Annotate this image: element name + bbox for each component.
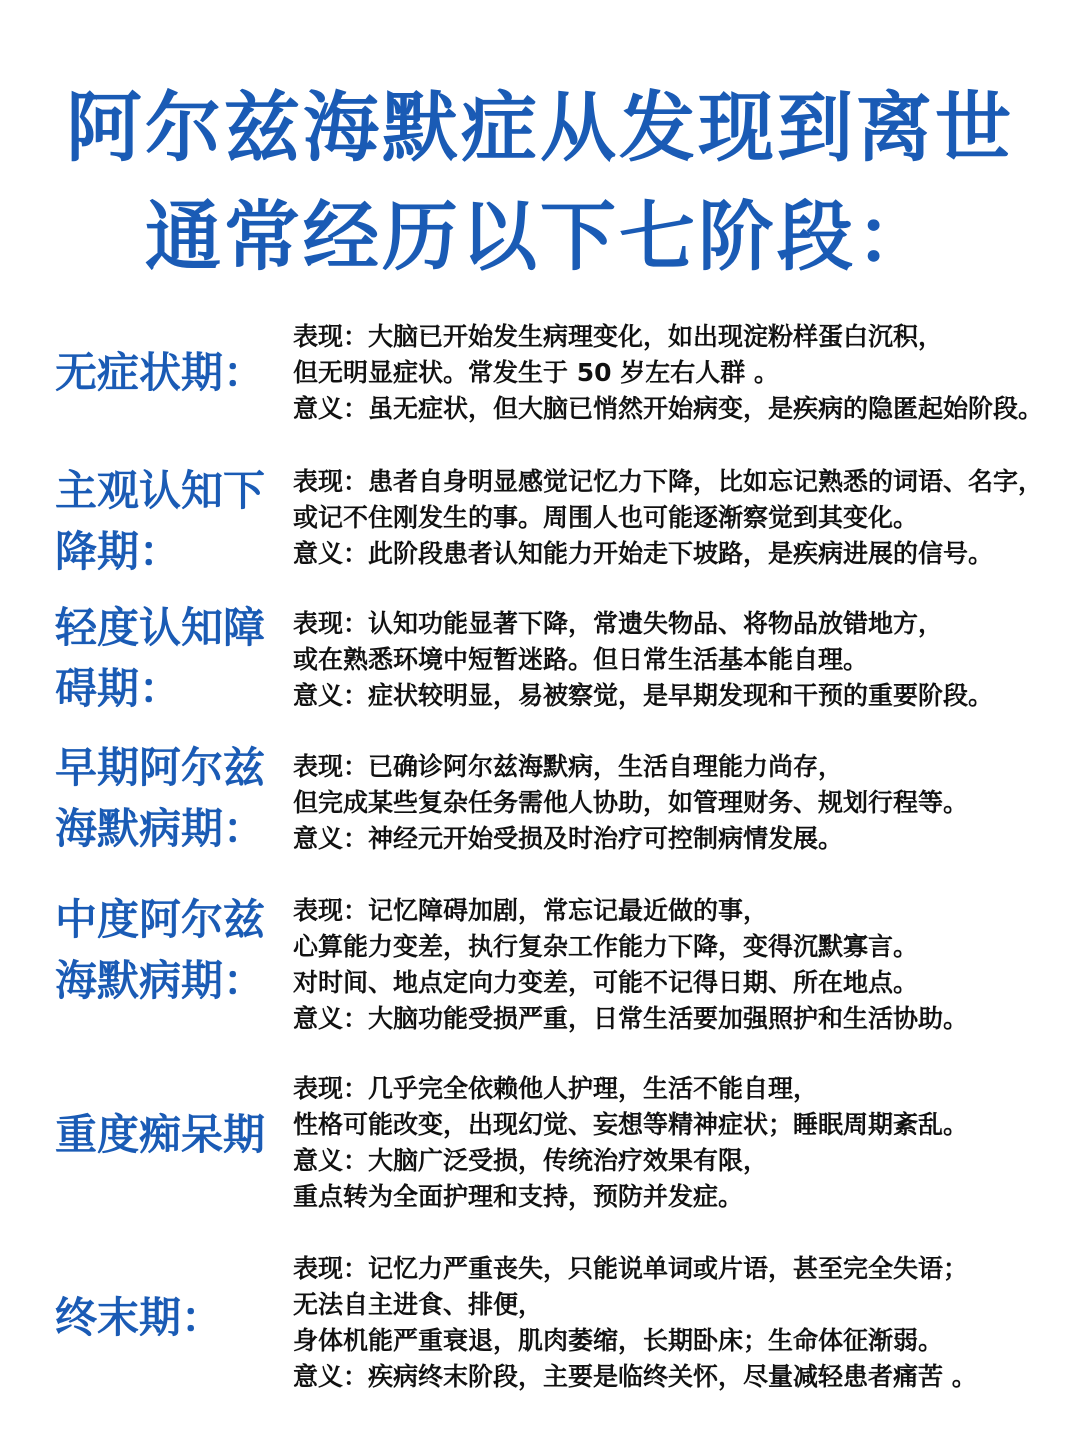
description-line: 意义：虽无症状，但大脑已悄然开始病变，是疾病的隐匿起始阶段。: [293, 394, 1044, 423]
description-line: 意义：大脑功能受损严重，日常生活要加强照护和生活协助。: [293, 1004, 969, 1033]
stage-label-line: 海默病期：: [55, 956, 266, 1005]
stage-description: [293, 893, 1063, 1037]
description-line: 心算能力变差，执行复杂工作能力下降，变得沉默寡言。: [293, 932, 919, 961]
description-line: 或记不住刚发生的事。周围人也可能逐渐察觉到其变化。: [293, 503, 919, 532]
description-line: 但完成某些复杂任务需他人协助，如管理财务、规划行程等。: [293, 788, 969, 817]
stage-label: [55, 737, 285, 859]
description-line: 意义：神经元开始受损及时治疗可控制病情发展。: [293, 824, 844, 853]
stage-label-line: 海默病期：: [55, 804, 266, 853]
stage-label: [55, 1287, 285, 1348]
stage-description: [293, 749, 1063, 857]
stage-label-line: 重度痴呆期: [55, 1110, 266, 1159]
stage-label: [55, 889, 285, 1011]
description-line: 或在熟悉环境中短暂迷路。但日常生活基本能自理。: [293, 645, 869, 674]
stage-description: [293, 464, 1063, 572]
stage-label-line: 中度阿尔兹: [55, 895, 266, 944]
description-line: 无法自主进食、排便，: [293, 1290, 544, 1319]
description-line: 意义：疾病终末阶段，主要是临终关怀，尽量减轻患者痛苦 。: [293, 1362, 977, 1391]
description-line: 但无明显症状。常发生于 50 岁左右人群 。: [293, 358, 779, 387]
page-title-line-1: 阿尔兹海默症从发现到离世: [66, 83, 1014, 172]
description-line: 表现：认知功能显著下降，常遗失物品、将物品放错地方，: [293, 609, 944, 638]
stage-label-line: 早期阿尔兹: [55, 743, 266, 792]
description-line: 表现：患者自身明显感觉记忆力下降，比如忘记熟悉的词语、名字，: [293, 467, 1044, 496]
stage-label-line: 无症状期：: [55, 348, 266, 397]
description-line: 意义：症状较明显，易被察觉，是早期发现和干预的重要阶段。: [293, 681, 994, 710]
description-line: 表现：大脑已开始发生病理变化，如出现淀粉样蛋白沉积，: [293, 322, 944, 351]
stage-label: [55, 597, 285, 719]
description-line: 意义：大脑广泛受损，传统治疗效果有限，: [293, 1146, 769, 1175]
stage-description: [293, 606, 1063, 714]
stage-description: [293, 319, 1063, 427]
stage-label: [55, 342, 285, 403]
description-line: 表现：几乎完全依赖他人护理，生活不能自理，: [293, 1074, 819, 1103]
description-line: 对时间、地点定向力变差，可能不记得日期、所在地点。: [293, 968, 919, 997]
stage-label: [55, 460, 285, 582]
description-line: 表现：已确诊阿尔兹海默病，生活自理能力尚存，: [293, 752, 844, 781]
description-line: 重点转为全面护理和支持，预防并发症。: [293, 1182, 744, 1211]
stage-label-line: 终末期：: [55, 1293, 224, 1342]
description-line: 身体机能严重衰退，肌肉萎缩，长期卧床；生命体征渐弱。: [293, 1326, 944, 1355]
stage-description: [293, 1251, 1063, 1395]
description-line: 表现：记忆力严重丧失，只能说单词或片语，甚至完全失语；: [293, 1254, 969, 1283]
description-line: 性格可能改变，出现幻觉、妄想等精神症状；睡眠周期紊乱。: [293, 1110, 969, 1139]
stage-description: [293, 1071, 1063, 1215]
stage-label: [55, 1104, 285, 1165]
stage-label-line: 碍期：: [55, 664, 182, 713]
description-line: 表现：记忆障碍加剧，常忘记最近做的事，: [293, 896, 769, 925]
stage-label-line: 降期：: [55, 527, 182, 576]
description-line: 意义：此阶段患者认知能力开始走下坡路，是疾病进展的信号。: [293, 539, 994, 568]
stage-label-line: 轻度认知障: [55, 603, 266, 652]
page-title-line-2: 通常经历以下七阶段：: [145, 192, 935, 281]
stage-label-line: 主观认知下: [55, 466, 266, 515]
